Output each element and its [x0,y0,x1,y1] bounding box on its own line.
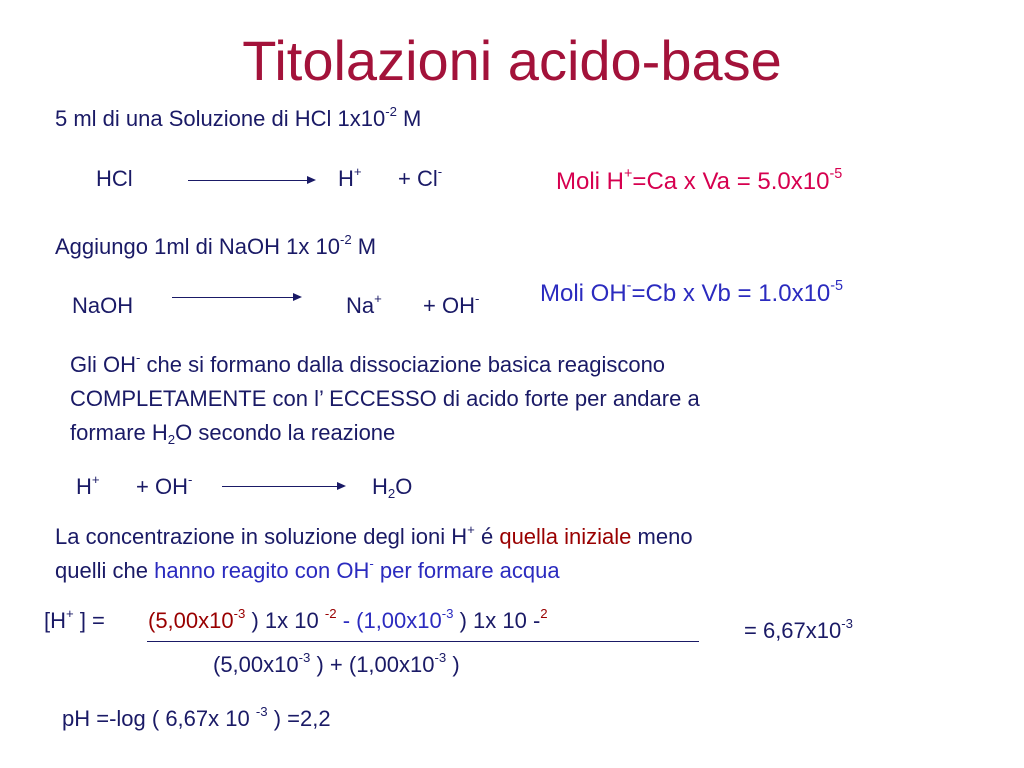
reaction2-arrow [172,297,300,298]
explanation-paragraph [70,348,700,450]
reaction1-arrow [188,180,314,181]
reaction3-product: $H_2O$ [372,474,413,501]
reaction2-product-oh: + OH- [423,291,480,318]
concentration-paragraph [55,520,693,588]
explanation-line-3: formare $H_2O$ secondo la reazione [70,420,396,447]
moli-oh-formula: Moli OH-=Cb x $Vb = 1.0x10^{-5}$ [540,278,844,307]
moli-h-formula: Moli H+=Ca x $Va = 5.0x10^{-5}$ [556,166,843,195]
concentration-line-1: La concentrazione in soluzione degl ioni H+ é quella iniziale meno [55,522,693,549]
explanation-line-1: Gli OH- che si formano dalla dissociazione basica reagiscono [70,350,666,377]
reaction2-product-na: Na+ [346,291,382,318]
reaction1-product-cl: + Cl- [398,164,443,191]
reaction3-reactant-oh: + OH- [136,472,193,499]
reaction1-product-h: H+ [338,164,362,191]
equation-result: = $6,67x10^{-3}$ [744,616,853,643]
concentration-line-2: quelli che hanno reagito con OH- per formare acqua [55,556,560,583]
equation-numerator: ($5,00x10^{-3}$ ) 1x 10 $^{-2} - (1,00x10^{-3}$ ) 1x 10 -$^2$ [148,606,548,633]
reaction3-reactant-h: H+ [76,472,100,499]
reaction2-reactant: NaOH [72,293,134,318]
explanation-line-2: COMPLETAMENTE con l’ ECCESSO di acido forte per andare a [70,386,700,411]
slide-title: Titolazioni acido-base [242,29,782,92]
equation-lhs: [H+ ] = [44,606,105,633]
equation-denominator: ($5,00x10^{-3}$ ) + ($1,00x10^{-3}$ ) [213,650,460,677]
intro-line: 5 ml di una Soluzione di HCl $1x10^{-2}$ M [55,104,422,131]
addition-line: Aggiungo 1ml di NaOH 1x $10^{-2}$ M [55,232,377,259]
reaction3-arrow [222,486,344,487]
fraction-line [147,641,699,642]
reaction1-reactant: HCl [96,166,133,191]
ph-result: pH =-log ( 6,67x 10 $^{-3}$ ) =2,2 [62,704,331,731]
